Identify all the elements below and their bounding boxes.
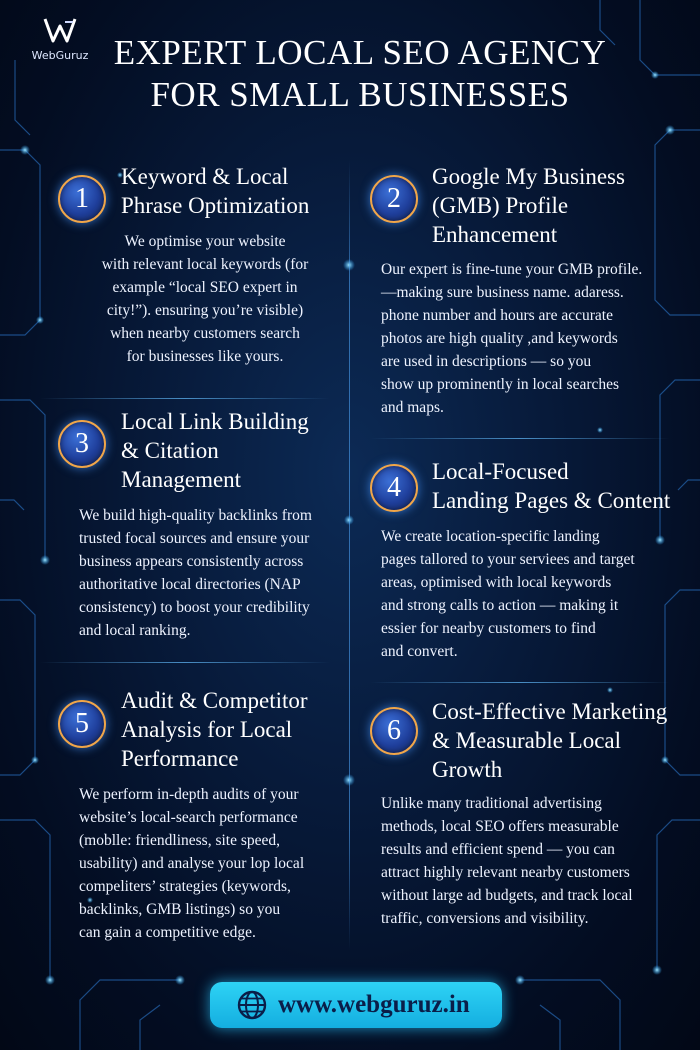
section-text-line: phone number and hours are accurate xyxy=(381,307,613,324)
column-divider xyxy=(349,160,350,950)
section-text-line: can gain a competitive edge. xyxy=(79,924,256,941)
section-description xyxy=(381,525,681,663)
section-title xyxy=(432,457,670,515)
section-number-badge: 1 xyxy=(58,175,106,223)
section-title-line: Phrase Optimization xyxy=(121,193,310,218)
section-number-badge: 3 xyxy=(58,420,106,468)
section-title-line: Landing Pages & Content xyxy=(432,488,671,513)
row-divider xyxy=(40,662,330,663)
row-divider xyxy=(370,438,670,439)
section-text-line: consistency) to boost your credibility xyxy=(79,599,310,616)
section-title xyxy=(121,686,308,773)
page-title-line-2: FOR SMALL BUSINESSES xyxy=(150,75,570,114)
section-title-line: (GMB) Profile xyxy=(432,193,569,218)
section-title-line: Performance xyxy=(121,746,239,771)
section-text-line: and maps. xyxy=(381,399,444,416)
section-text-line: methods, local SEO offers measurable xyxy=(381,818,619,835)
webguruz-logo-icon xyxy=(43,16,77,46)
brand-name: WebGuruz xyxy=(31,49,89,62)
section-text-line: compeliters’ strategies (keywords, xyxy=(79,878,291,895)
section-text-line: and convert. xyxy=(381,643,458,660)
section-text-line: Our expert is fine-tune your GMB profile. xyxy=(381,261,643,278)
section-text-line: Unlike many traditional advertising xyxy=(381,795,602,812)
section-text-line: and local ranking. xyxy=(79,622,191,639)
section-title xyxy=(432,697,667,784)
section-text-line: (moblle: friendliness, site speed, xyxy=(79,832,281,849)
section-title-line: & Measurable Local xyxy=(432,728,622,753)
section-text-line: We perform in-depth audits of your xyxy=(79,786,299,803)
section-text-line: and strong calls to action — making it xyxy=(381,597,619,614)
section-title xyxy=(121,162,309,220)
section-number-badge: 4 xyxy=(370,464,418,512)
section-text-line: results and efficient spend — you can xyxy=(381,841,615,858)
section-text-line: We create location-specific landing xyxy=(381,528,600,545)
section-title-line: Keyword & Local xyxy=(121,164,289,189)
section-text-line: —making sure business name. adaress. xyxy=(381,284,624,301)
section-text-line: traffic, conversions and visibility. xyxy=(381,910,589,927)
section-text-line: city!”). ensuring you’re visible) xyxy=(106,302,304,319)
row-divider xyxy=(370,682,670,683)
section-title xyxy=(121,407,309,494)
section-title-line: Growth xyxy=(432,757,503,782)
section-title-line: Enhancement xyxy=(432,222,558,247)
section-description xyxy=(381,792,681,930)
section-description xyxy=(79,783,344,944)
section-text-line: backlinks, GMB listings) so you xyxy=(79,901,281,918)
section-text-line: We build high-quality backlinks from xyxy=(79,507,312,524)
section-number-badge: 5 xyxy=(58,700,106,748)
website-url[interactable]: www.webguruz.in xyxy=(278,991,470,1018)
section-title-line: Analysis for Local xyxy=(121,717,293,742)
section-text-line: trusted focal sources and ensure your xyxy=(79,530,310,547)
section-number-badge: 2 xyxy=(370,175,418,223)
section-description xyxy=(381,258,681,419)
row-divider xyxy=(40,398,330,399)
section-title-line: & Citation xyxy=(121,438,219,463)
section-title-line: Local-Focused xyxy=(432,459,569,484)
section-title-line: Google My Business xyxy=(432,164,625,189)
page-title xyxy=(80,32,640,116)
website-link-button[interactable] xyxy=(210,982,502,1028)
section-text-line: show up prominently in local searches xyxy=(381,376,620,393)
section-text-line: for businesses like yours. xyxy=(126,348,284,365)
section-title-line: Cost-Effective Marketing xyxy=(432,699,668,724)
section-text-line: attract highly relevant nearby customers xyxy=(381,864,630,881)
section-text-line: pages tallored to your serviees and target xyxy=(381,551,635,568)
page-title-line-1: EXPERT LOCAL SEO AGENCY xyxy=(113,33,607,72)
section-title-line: Audit & Competitor xyxy=(121,688,308,713)
section-text-line: areas, optimised with local keywords xyxy=(381,574,612,591)
section-description xyxy=(70,230,340,368)
section-text-line: usability) and analyse your lop local xyxy=(79,855,305,872)
section-text-line: website’s local-search performance xyxy=(79,809,298,826)
section-text-line: example “local SEO expert in xyxy=(112,279,298,296)
section-text-line: without large ad budgets, and track local xyxy=(381,887,633,904)
section-text-line: We optimise your website xyxy=(124,233,286,250)
section-text-line: authoritative local directories (NAP xyxy=(79,576,301,593)
section-text-line: business appears consistently across xyxy=(79,553,304,570)
section-text-line: essier for nearby customers to find xyxy=(381,620,596,637)
globe-icon xyxy=(236,989,268,1021)
section-title-line: Management xyxy=(121,467,242,492)
section-text-line: with relevant local keywords (for xyxy=(101,256,309,273)
section-title xyxy=(432,162,625,249)
section-text-line: are used in descriptions — so you xyxy=(381,353,592,370)
section-title-line: Local Link Building xyxy=(121,409,309,434)
section-description xyxy=(79,504,344,642)
section-number-badge: 6 xyxy=(370,707,418,755)
section-text-line: when nearby customers search xyxy=(110,325,300,342)
section-text-line: photos are high quality ,and keywords xyxy=(381,330,618,347)
